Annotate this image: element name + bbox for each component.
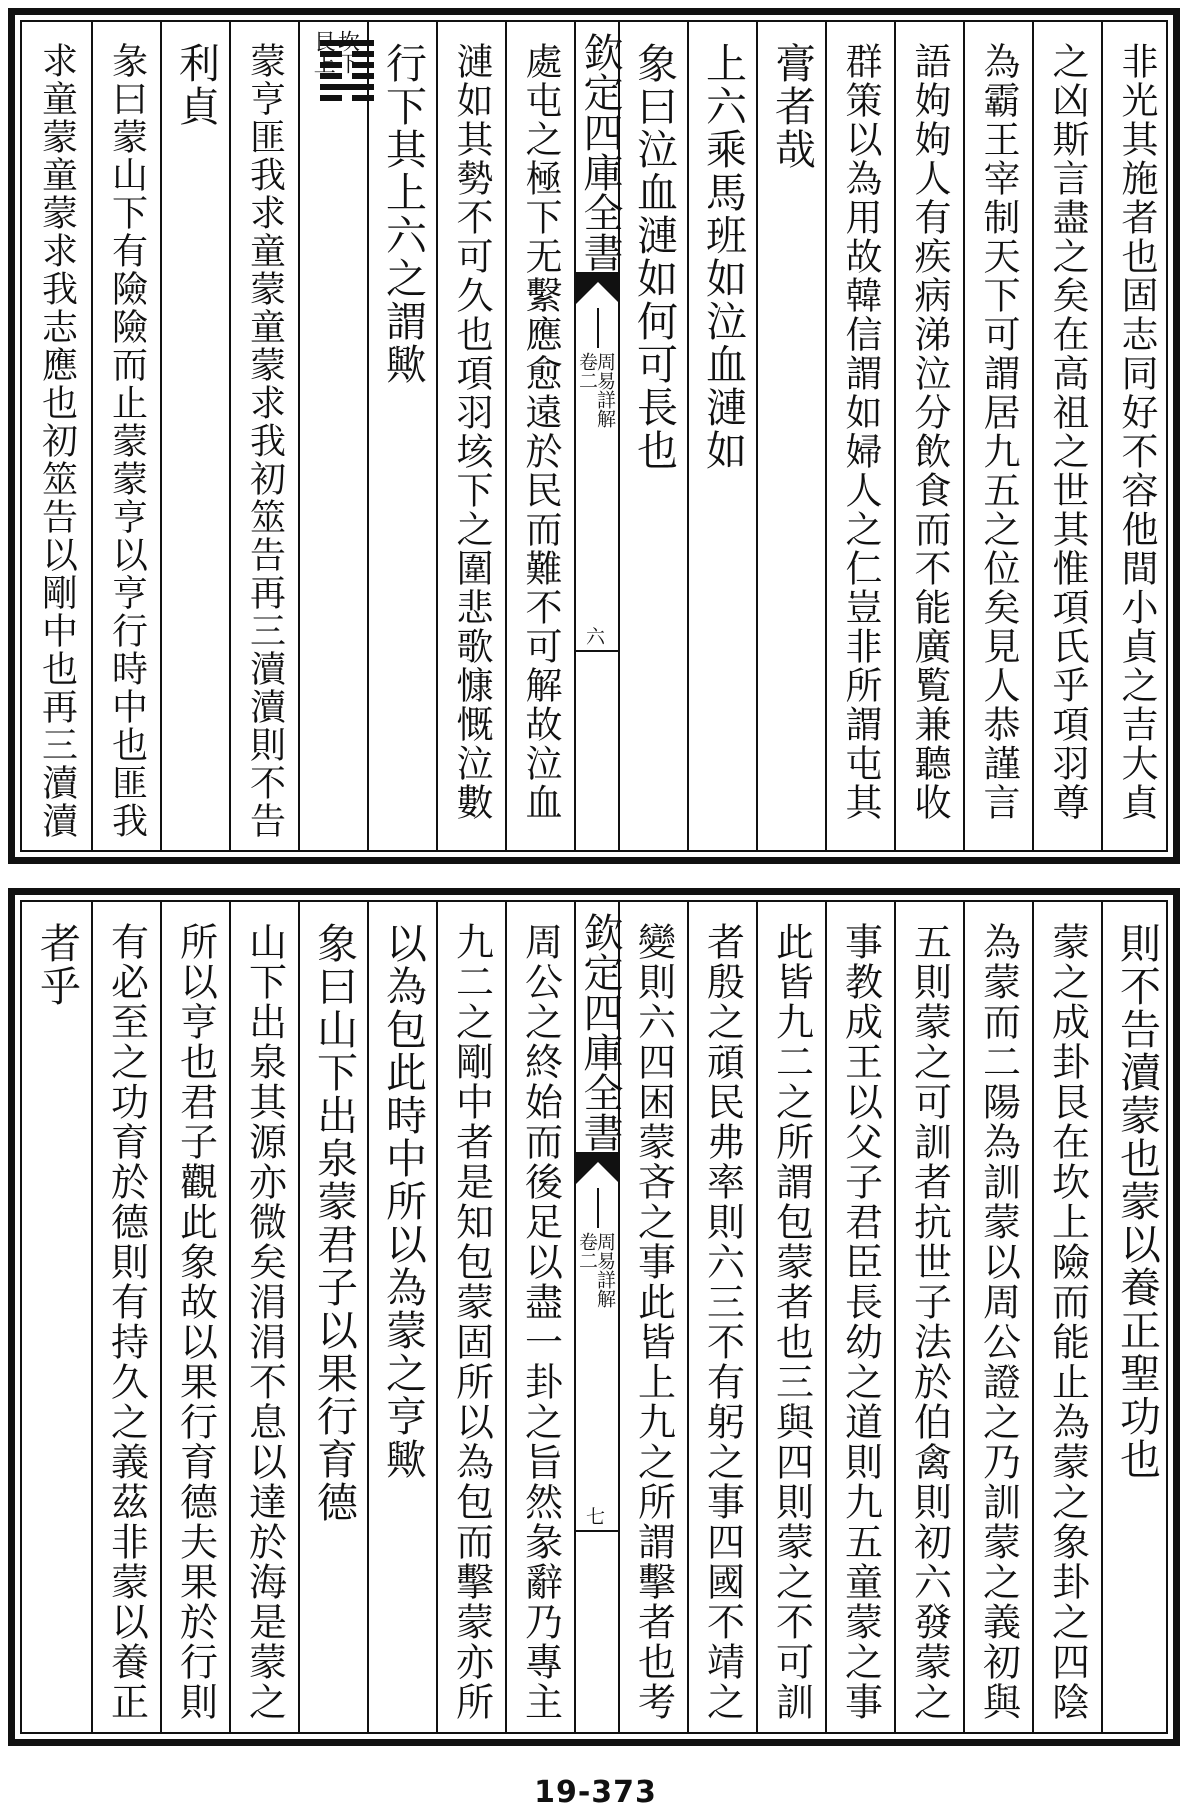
banner-divider [597,308,599,348]
top-text-column [894,22,963,850]
top-text-column [825,22,894,850]
banner-volume: 卷二 [575,352,598,390]
top-column-text: 上六乘馬班如泣血漣如 [699,42,747,472]
bottom-column-text: 五則蒙之可訓者抗世子法於伯禽則初六發蒙之 [907,922,952,1722]
bottom-banner-column [574,902,623,1732]
bottom-column-text: 事教成王以父子君臣長幼之道則九五童蒙之事 [838,922,883,1722]
top-text-column [505,22,574,850]
fish-tail-mark-icon [576,1152,620,1186]
banner-folio: 六 [586,626,606,648]
top-text-column [91,22,160,850]
banner-divider [597,1188,599,1228]
top-text-column [1101,22,1170,850]
bottom-page-frame [20,900,1168,1734]
top-banner-column [574,22,623,850]
top-column-text: 求童蒙童蒙求我志應也初筮告以剛中也再三瀆瀆 [36,42,78,840]
bottom-text-column [367,902,436,1732]
top-page [8,8,1180,864]
bottom-column-text: 則不告瀆蒙也蒙以養正聖功也 [1113,922,1161,1481]
bottom-column-text: 變則六四困蒙吝之事此皆上九之所謂擊者也考 [631,922,676,1722]
banner-book-title: 周易詳解 [593,1232,616,1308]
top-column-text: 膏者哉 [768,42,816,171]
top-text-column [229,22,298,850]
bottom-text-column [160,902,229,1732]
bottom-column-text: 以為包此時中所以為蒙之亨歟 [379,922,427,1481]
bottom-page [8,888,1180,1746]
top-column-text: 象曰泣血漣如何可長也 [630,42,678,472]
top-text-column [687,22,756,850]
bottom-column-text: 象曰山下出泉蒙君子以果行育德 [310,922,358,1524]
bottom-text-column [756,902,825,1732]
banner-volume: 卷二 [575,1232,598,1270]
bottom-column-text: 為蒙而二陽為訓蒙以周公證之乃訓蒙之義初與 [976,922,1021,1722]
top-column-text: 行下其上六之謂歟 [379,42,427,386]
top-column-text: 利貞 [172,42,220,128]
top-text-column [22,22,91,850]
banner-rule [576,650,620,652]
top-text-column [618,22,687,850]
top-text-column [756,22,825,850]
bottom-text-column [436,902,505,1732]
bottom-text-column [963,902,1032,1732]
banner-rule [576,1530,620,1532]
bottom-column-text: 有必至之功育於德則有持久之義茲非蒙以養正 [104,922,149,1722]
bottom-column-text: 蒙之成卦艮在坎上險而能止為蒙之象卦之四陰 [1045,922,1090,1722]
top-column-text: 為霸王宰制天下可謂居九五之位矣見人恭謹言 [977,42,1020,822]
bottom-column-text: 九二之剛中者是知包蒙固所以為包而擊蒙亦所 [449,922,494,1722]
top-page-frame [20,20,1168,852]
bottom-text-column [894,902,963,1732]
bottom-text-column [505,902,574,1732]
top-text-column [367,22,436,850]
top-column-text: 群策以為用故韓信謂如婦人之仁豈非所謂屯其 [839,42,882,822]
bottom-text-column [825,902,894,1732]
bottom-column-text: 山下出泉其源亦微矣涓涓不息以達於海是蒙之 [242,922,287,1722]
bottom-text-column [687,902,756,1732]
top-column-text: 處屯之極下无繫應愈遠於民而難不可解故泣血 [519,42,562,822]
bottom-column-text: 周公之終始而後足以盡一卦之旨然彖辭乃專主 [518,922,563,1722]
bottom-column-text: 此皆九二之所謂包蒙者也三與四則蒙之不可訓 [769,922,814,1722]
top-text-column [298,22,367,850]
top-text-column [160,22,229,850]
bottom-text-column [91,902,160,1732]
bottom-text-column [229,902,298,1732]
bottom-column-text: 所以亨也君子觀此象故以果行育德夫果於行則 [173,922,218,1722]
top-column-text: 蒙亨匪我求童蒙童蒙求我初筮告再三瀆瀆則不告 [244,42,286,840]
banner-folio: 七 [586,1506,606,1528]
top-column-text: 之凶斯言盡之矣在高祖之世其惟項氏乎項羽尊 [1046,42,1089,822]
bottom-text-column [1032,902,1101,1732]
fish-tail-mark-icon [576,272,620,306]
bottom-text-column [22,902,91,1732]
hexagram-trigram-note: 坎下 艮上 [310,30,360,74]
bottom-column-text: 者殷之頑民弗率則六三不有躬之事四國不靖之 [700,922,745,1722]
top-column-text: 彖曰蒙山下有險險而止蒙蒙亨以亨行時中也匪我 [106,42,148,840]
banner-title: 欽定四庫全書 [577,32,623,272]
top-text-column [963,22,1032,850]
top-column-text: 漣如其勢不可久也項羽垓下之圍悲歌慷慨泣數 [450,42,493,822]
banner-book-title: 周易詳解 [593,352,616,428]
banner-title: 欽定四庫全書 [577,912,623,1152]
bottom-text-column [618,902,687,1732]
bottom-text-column [1101,902,1170,1732]
top-column-text: 語姁姁人有疾病涕泣分飲食而不能廣覧兼聽收 [908,42,951,822]
bottom-column-text: 者乎 [33,922,81,1008]
page-number: 19-373 [534,1775,657,1810]
top-text-column [436,22,505,850]
bottom-text-column [298,902,367,1732]
top-text-column [1032,22,1101,850]
top-column-text: 非光其施者也固志同好不容他間小貞之吉大貞 [1115,42,1158,822]
